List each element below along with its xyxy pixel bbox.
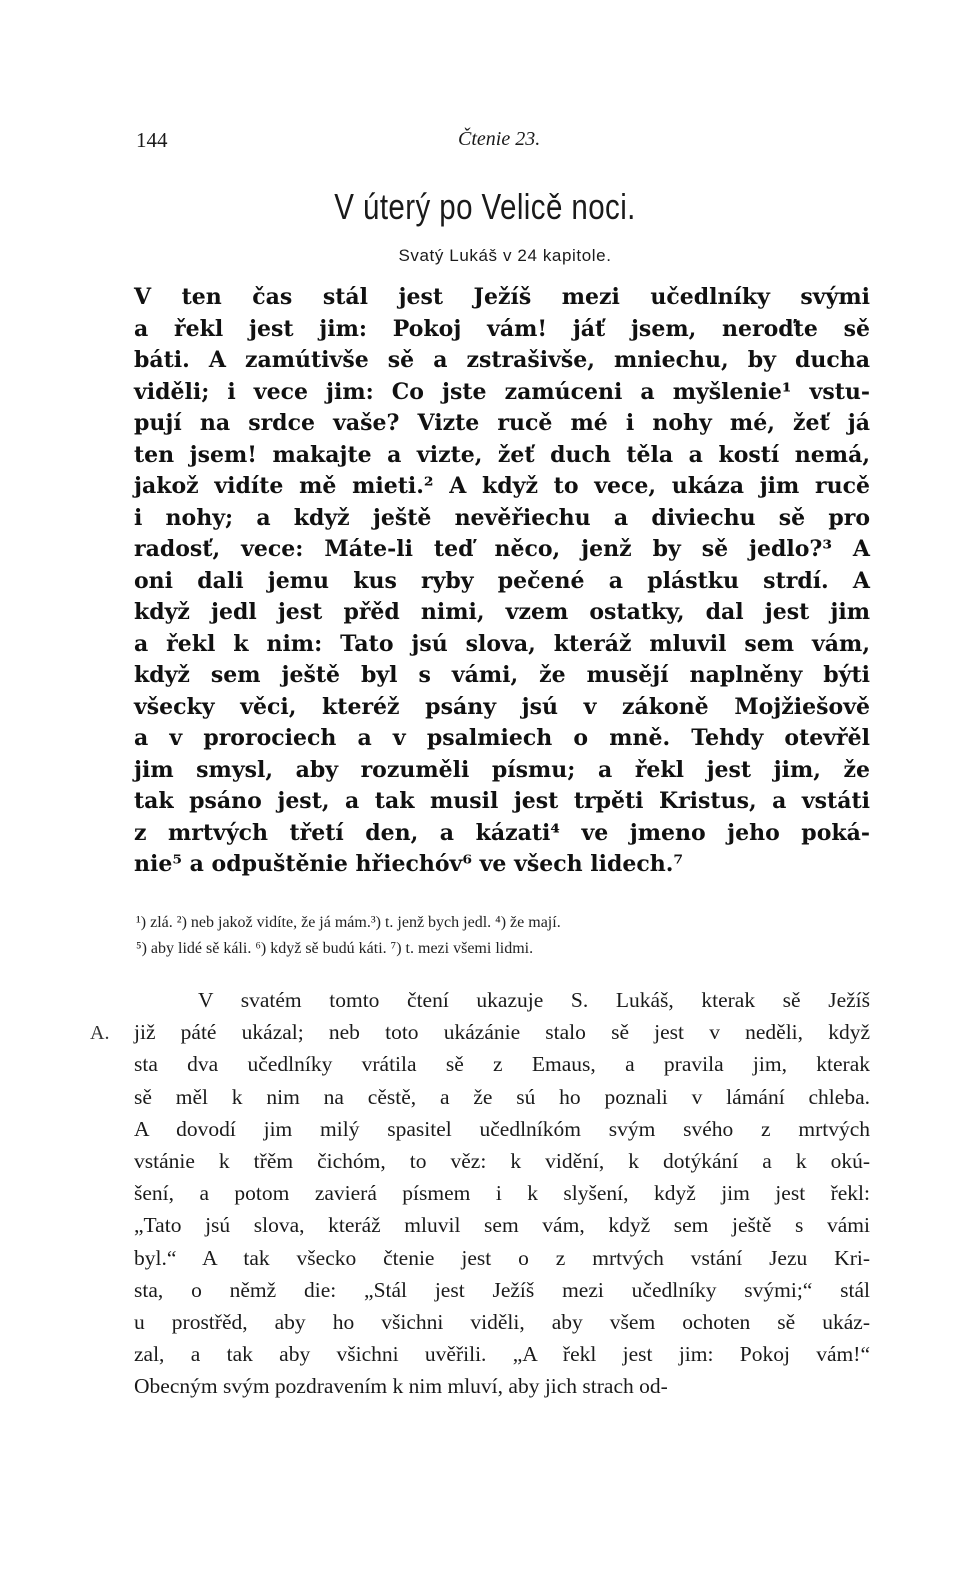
commentary-line: V svatém tomto čtení ukazuje S. Lukáš, kterak sě Ježíš [198, 988, 870, 1012]
commentary-line: byl.“ A tak všecko čtenie jest o z mrtvých vstání Jezu Kri- [134, 1245, 870, 1270]
gospel-text [134, 282, 870, 881]
gospel-line: V ten čas stál jest Ježíš mezi učedlníky svými [134, 284, 870, 310]
commentary-line: vstánie k třěm čichóm, to věz: k vidění, k dotýkání a k okú- [134, 1148, 870, 1173]
page-number: 144 [136, 128, 168, 152]
gospel-line: pují na srdce vaše? Vizte rucě mé i nohy mé, žeť já [134, 410, 870, 436]
gospel-line: jakož vidíte mě mieti.² A když to vece, ukáza jim rucě [134, 473, 870, 499]
gospel-line: a řekl jest jim: Pokoj vám! jáť jsem, neroďte sě [134, 315, 870, 342]
gospel-line: radosť, vece: Máte-li teď něco, jenž by sě jedlo?³ A [134, 536, 870, 562]
commentary-line: zal, a tak aby všichni uvěřili. „A řekl jest jim: Pokoj vám!“ [134, 1342, 870, 1367]
gospel-line: báti. A zamútivše sě a zstrašivše, mniechu, by ducha [134, 347, 870, 373]
commentary-line: „Tato jsú slova, kteráž mluvil sem vám, když sem ještě s vámi [134, 1213, 870, 1238]
page-header [136, 128, 876, 158]
gospel-line: viděli; i vece jim: Co jste zamúceni a myšlenie¹ vstu- [134, 378, 870, 405]
gospel-line: když jedl jest přěd nimi, vzem ostatky, dal jest jim [134, 599, 870, 625]
footnotes [136, 910, 876, 962]
gospel-line: jim smysl, aby rozuměli písmu; a řekl jest jim, že [134, 756, 870, 783]
gospel-line: a v prorociech a v psalmiech o mně. Tehdy otevřěl [134, 725, 870, 751]
commentary-line: sě měl k nim na cěstě, a že sú ho poznali v lámání chleba. [134, 1084, 870, 1109]
gospel-line: oni dali jemu kus ryby pečené a plástku strdí. A [134, 567, 870, 594]
gospel-line: ten jsem! makajte a vizte, žeť duch těla a kostí nemá, [134, 441, 870, 468]
commentary-line: A dovodí jim milý spasitel učedlníkóm svým svého z mrtvých [134, 1116, 870, 1141]
commentary-line: sta dva učedlníky vrátila sě z Emaus, a pravila jim, kterak [134, 1052, 870, 1077]
gospel-line: z mrtvých třetí den, a kázati⁴ ve jmeno jeho poká- [134, 819, 870, 846]
gospel-line: když sem ještě byl s vámi, že musějí naplněny býti [134, 662, 870, 688]
gospel-line: tak psáno jest, a tak musil jest trpěti Kristus, a vstáti [134, 788, 870, 814]
footnote-line: ⁵) aby lidé sě káli. ⁶) když sě budú káti. ⁷) t. mezi všemi lidmi. [136, 940, 534, 957]
section-title: V úterý po Velicě noci. [334, 186, 636, 227]
gospel-line: nie⁵ a odpuštěnie hřiechóv⁶ ve všech lidech.⁷ [134, 851, 684, 877]
gospel-line: a řekl k nim: Tato jsú slova, kteráž mluvil sem vám, [134, 630, 870, 657]
footnote-line: ¹) zlá. ²) neb jakož vidíte, že já mám.³) t. jenž bych jedl. ⁴) že mají. [136, 914, 561, 931]
gospel-line: i nohy; a když ještě nevěřiechu a diviechu sě pro [134, 504, 870, 531]
commentary-line: Obecným svým pozdravením k nim mluví, aby jich strach od- [134, 1374, 668, 1399]
commentary-line: šení, a potom zavierá písmem i k slyšení, když jim jest řekl: [134, 1181, 870, 1206]
running-head: Čtenie 23. [458, 128, 541, 150]
section-subtitle: Svatý Lukáš v 24 kapitole. [398, 246, 612, 265]
commentary-text [134, 984, 870, 1402]
commentary-line: již páté ukázal; neb toto ukázánie stalo sě jest v neděli, když [134, 1020, 870, 1045]
margin-note: A. [90, 1022, 110, 1044]
gospel-line: všecky věci, kteréž psány jsú v zákoně Mojžiešově [134, 693, 870, 720]
commentary-line: sta, o němž die: „Stál jest Ježíš mezi učedlníky svými;“ stál [134, 1277, 870, 1302]
commentary-line: u prostřěd, aby ho všichni viděli, aby všem ochoten sě ukáz- [134, 1309, 870, 1334]
